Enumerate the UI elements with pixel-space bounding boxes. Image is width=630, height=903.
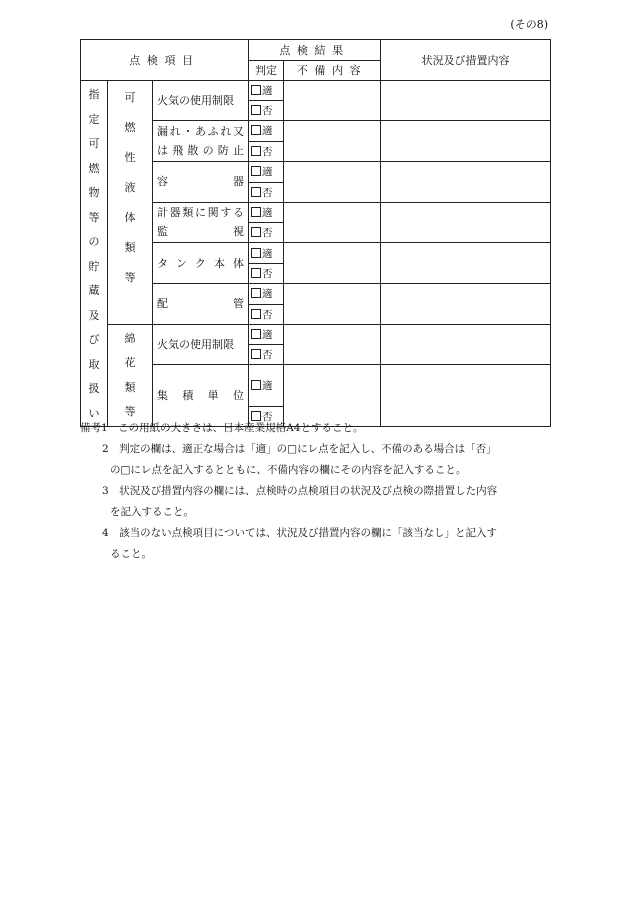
checkbox-icon bbox=[251, 207, 261, 217]
category-char: 扱 bbox=[88, 382, 100, 396]
judge-ng-checkbox[interactable]: 否 bbox=[249, 304, 284, 324]
item-label: タンク本体 bbox=[153, 243, 249, 284]
group-label bbox=[108, 81, 153, 325]
notes bbox=[80, 418, 560, 565]
group-char: 可 bbox=[124, 91, 136, 105]
item-label: 配管 bbox=[153, 283, 249, 324]
checkbox-icon bbox=[251, 85, 261, 95]
checkbox-icon bbox=[251, 380, 261, 390]
header-status-and-measures: 状況及び措置内容 bbox=[381, 40, 551, 81]
table-row bbox=[81, 324, 551, 345]
judge-ok-checkbox[interactable]: 適 bbox=[249, 81, 284, 101]
item-label: 容器 bbox=[153, 161, 249, 202]
group-char: 体 bbox=[124, 211, 136, 225]
header-judgement: 判定 bbox=[249, 60, 284, 81]
category-char: 定 bbox=[88, 112, 100, 126]
group-char: 花 bbox=[124, 356, 136, 370]
group-char: 燃 bbox=[124, 121, 136, 135]
defect-details-field[interactable] bbox=[284, 161, 381, 202]
category-char: の bbox=[88, 235, 100, 249]
judge-ok-checkbox[interactable]: 適 bbox=[249, 243, 284, 264]
item-label: 計器類に関する監視 bbox=[153, 202, 249, 243]
status-measures-field[interactable] bbox=[381, 243, 551, 284]
judge-ok-checkbox[interactable]: 適 bbox=[249, 121, 284, 142]
status-measures-field[interactable] bbox=[381, 283, 551, 324]
note-line: ること。 bbox=[110, 548, 152, 560]
note-line: 2 判定の欄は、適正な場合は「適」の□にレ点を記入し、不備のある場合は「否」 bbox=[102, 443, 497, 455]
status-measures-field[interactable] bbox=[381, 121, 551, 162]
group-char: 液 bbox=[124, 181, 136, 195]
judge-ng-checkbox[interactable]: 否 bbox=[249, 141, 284, 161]
status-measures-field[interactable] bbox=[381, 202, 551, 243]
judge-ok-checkbox[interactable]: 適 bbox=[249, 365, 284, 407]
checkbox-icon bbox=[251, 268, 261, 278]
category-char: 等 bbox=[88, 210, 100, 224]
defect-details-field[interactable] bbox=[284, 243, 381, 284]
category-char: 燃 bbox=[88, 161, 100, 175]
group-char: 類 bbox=[124, 380, 136, 394]
checkbox-icon bbox=[251, 187, 261, 197]
header-inspection-items: 点検項目 bbox=[81, 40, 249, 81]
checkbox-icon bbox=[251, 309, 261, 319]
item-label: 漏れ・あふれ又は飛散の防止 bbox=[153, 121, 249, 162]
category-char: 可 bbox=[88, 137, 100, 151]
group-char: 類 bbox=[124, 241, 136, 255]
header-defect-details: 不備内容 bbox=[284, 60, 381, 81]
status-measures-field[interactable] bbox=[381, 81, 551, 121]
checkbox-icon bbox=[251, 146, 261, 156]
category-char: 取 bbox=[88, 357, 100, 371]
judge-ng-checkbox[interactable]: 否 bbox=[249, 407, 284, 427]
judge-ng-checkbox[interactable]: 否 bbox=[249, 182, 284, 202]
defect-details-field[interactable] bbox=[284, 324, 381, 365]
judge-ok-checkbox[interactable]: 適 bbox=[249, 324, 284, 345]
checkbox-icon bbox=[251, 227, 261, 237]
checkbox-icon bbox=[251, 288, 261, 298]
judge-ng-checkbox[interactable]: 否 bbox=[249, 101, 284, 121]
note-line: 3 状況及び措置内容の欄には、点検時の点検項目の状況及び点検の際措置した内容 bbox=[102, 485, 498, 497]
category-char: 物 bbox=[88, 186, 100, 200]
category-char: 及 bbox=[88, 308, 100, 322]
judge-ok-checkbox[interactable]: 適 bbox=[249, 283, 284, 304]
checkbox-icon bbox=[251, 349, 261, 359]
judge-ok-checkbox[interactable]: 適 bbox=[249, 202, 284, 223]
group-label bbox=[108, 324, 153, 426]
page-number: (その8) bbox=[510, 18, 548, 31]
defect-details-field[interactable] bbox=[284, 81, 381, 121]
note-line: を記入すること。 bbox=[110, 506, 194, 518]
table-row bbox=[81, 81, 551, 101]
category-label bbox=[81, 81, 108, 427]
item-label: 火気の使用制限 bbox=[153, 324, 249, 365]
group-char: 等 bbox=[124, 405, 136, 419]
group-char: 性 bbox=[124, 151, 136, 165]
defect-details-field[interactable] bbox=[284, 283, 381, 324]
checkbox-icon bbox=[251, 329, 261, 339]
status-measures-field[interactable] bbox=[381, 324, 551, 365]
group-char: 等 bbox=[124, 271, 136, 285]
note-line: 備考1 この用紙の大きさは、日本産業規格A4とすること。 bbox=[80, 422, 364, 434]
inspection-table bbox=[80, 39, 551, 427]
defect-details-field[interactable] bbox=[284, 202, 381, 243]
item-label: 集積単位 bbox=[153, 365, 249, 427]
note-line: 4 該当のない点検項目については、状況及び措置内容の欄に「該当なし」と記入す bbox=[102, 527, 497, 539]
judge-ng-checkbox[interactable]: 否 bbox=[249, 223, 284, 243]
judge-ok-checkbox[interactable]: 適 bbox=[249, 161, 284, 182]
note-line: の□にレ点を記入するとともに、不備内容の欄にその内容を記入すること。 bbox=[110, 464, 467, 476]
item-label: 火気の使用制限 bbox=[153, 81, 249, 121]
checkbox-icon bbox=[251, 166, 261, 176]
checkbox-icon bbox=[251, 105, 261, 115]
judge-ng-checkbox[interactable]: 否 bbox=[249, 263, 284, 283]
category-char: 蔵 bbox=[88, 284, 100, 298]
status-measures-field[interactable] bbox=[381, 161, 551, 202]
group-char: 綿 bbox=[124, 331, 136, 345]
defect-details-field[interactable] bbox=[284, 121, 381, 162]
category-char: い bbox=[88, 406, 100, 420]
category-char: 貯 bbox=[88, 259, 100, 273]
category-char: 指 bbox=[88, 88, 100, 102]
checkbox-icon bbox=[251, 248, 261, 258]
header-inspection-result: 点検結果 bbox=[249, 40, 381, 61]
judge-ng-checkbox[interactable]: 否 bbox=[249, 345, 284, 365]
category-char: び bbox=[88, 333, 100, 347]
checkbox-icon bbox=[251, 125, 261, 135]
